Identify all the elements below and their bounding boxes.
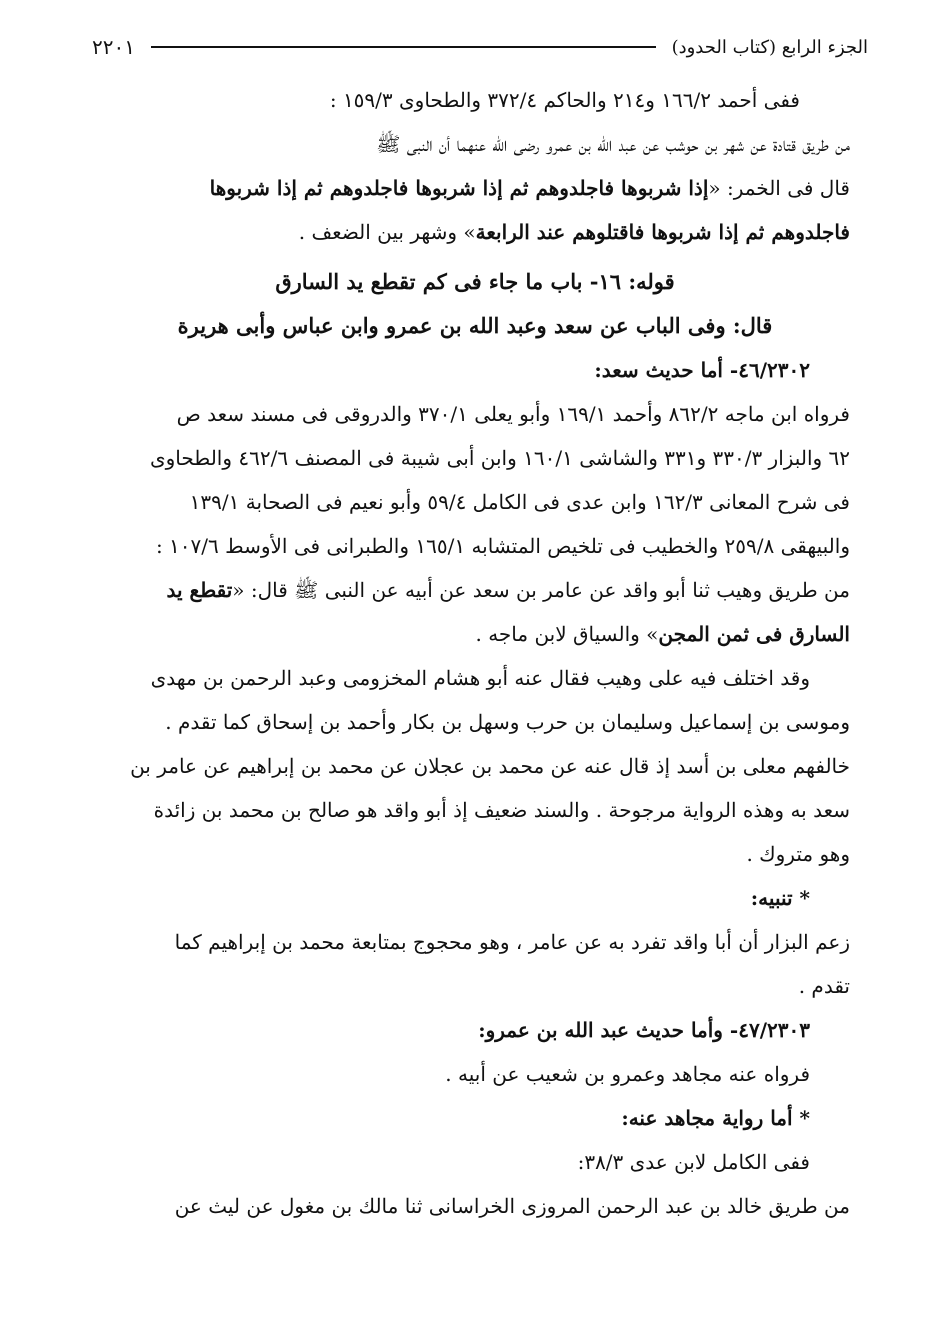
text-line: من طريق قتادة عن شهر بن حوشب عن عبد الله بن عمرو رضى الله عنهما أن النبى ﷺ bbox=[376, 132, 850, 156]
section-heading: ٤٧/٢٣٠٣- وأما حديث عبد الله بن عمرو: bbox=[478, 1018, 810, 1042]
chapter-subheading: قال: وفى الباب عن سعد وعبد الله بن عمرو وابن عباس وأبى هريرة bbox=[177, 313, 773, 338]
hadith-quote: إذا شربوها فاجلدوهم ثم إذا شربوها فاجلدوهم ثم إذا شربوها bbox=[209, 176, 709, 200]
page-number: ٢٢٠١ bbox=[92, 35, 135, 59]
citation-line: ففى أحمد ١٦٦/٢ و٢١٤ والحاكم ٣٧٢/٤ والطحاوى ١٥٩/٣ : bbox=[329, 88, 800, 112]
text-line: فى شرح المعانى ١٦٢/٣ وابن عدى فى الكامل ٥٩/٤ وأبو نعيم فى الصحابة ١٣٩/١ bbox=[189, 490, 850, 514]
text-line: من طريق خالد بن عبد الرحمن المروزى الخراسانى ثنا مالك بن مغول عن ليث عن bbox=[174, 1194, 850, 1218]
note-heading: * تنبيه: bbox=[750, 886, 810, 910]
text-line: خالفهم معلى بن أسد إذ قال عنه عن محمد بن عجلان عن محمد بن إبراهيم عن عامر بن bbox=[130, 754, 850, 778]
header-rule bbox=[151, 46, 656, 48]
text-span: قال فى الخمر: « bbox=[708, 176, 850, 200]
hadith-quote: تقطع يد bbox=[166, 578, 233, 602]
text-line: سعد به وهذه الرواية مرجوحة . والسند ضعيف إذ أبو واقد هو صالح بن محمد بن زائدة bbox=[153, 798, 850, 822]
text-line: ٦٢ والبزار ٣٣٠/٣ و٣٣١ والشاشى ١٦٠/١ وابن أبى شيبة فى المصنف ٤٦٢/٦ والطحاوى bbox=[149, 446, 850, 470]
sub-heading: * أما رواية مجاهد عنه: bbox=[621, 1106, 810, 1130]
text-span: » وشهر بين الضعف . bbox=[298, 220, 476, 244]
hadith-text-line bbox=[100, 612, 850, 656]
text-line: تقدم . bbox=[798, 974, 850, 998]
text-line: فرواه عنه مجاهد وعمرو بن شعيب عن أبيه . bbox=[445, 1062, 810, 1086]
text-line: فرواه ابن ماجه ٨٦٢/٢ وأحمد ١٦٩/١ وأبو يعلى ٣٧٠/١ والدروقى فى مسند سعد ص bbox=[176, 402, 850, 426]
text-span: من طريق وهيب ثنا أبو واقد عن عامر بن سعد عن أبيه عن النبى ﷺ قال: « bbox=[232, 578, 850, 602]
chapter-heading: قوله: ١٦- باب ما جاء فى كم تقطع يد السارق bbox=[275, 269, 675, 294]
text-line: والبيهقى ٢٥٩/٨ والخطيب فى تلخيص المتشابه ١٦٥/١ والطبرانى فى الأوسط ١٠٧/٦ : bbox=[155, 534, 850, 558]
hadith-quote: فاجلدوهم ثم إذا شربوها فاقتلوهم عند الرابعة bbox=[475, 220, 850, 244]
hadith-text-line bbox=[100, 210, 850, 254]
page-body bbox=[100, 78, 850, 1228]
text-line: وقد اختلف فيه على وهيب فقال عنه أبو هشام المخزومى وعبد الرحمن بن مهدى bbox=[150, 666, 810, 690]
hadith-text-line bbox=[100, 568, 850, 612]
citation-line: ففى الكامل لابن عدى ٣٨/٣: bbox=[577, 1150, 810, 1174]
text-span: » والسياق لابن ماجه . bbox=[475, 622, 659, 646]
hadith-quote: السارق فى ثمن المجن bbox=[658, 622, 850, 646]
running-title: الجزء الرابع (كتاب الحدود) bbox=[671, 36, 868, 58]
text-line: زعم البزار أن أبا واقد تفرد به عن عامر ، وهو محجوج بمتابعة محمد بن إبراهيم كما bbox=[174, 930, 850, 954]
page-header bbox=[92, 32, 868, 62]
text-line: وموسى بن إسماعيل وسليمان بن حرب وسهل بن بكار وأحمد بن إسحاق كما تقدم . bbox=[165, 710, 850, 734]
text-line: وهو متروك . bbox=[746, 842, 850, 866]
hadith-text-line bbox=[100, 166, 850, 210]
section-heading: ٤٦/٢٣٠٢- أما حديث سعد: bbox=[594, 358, 810, 382]
